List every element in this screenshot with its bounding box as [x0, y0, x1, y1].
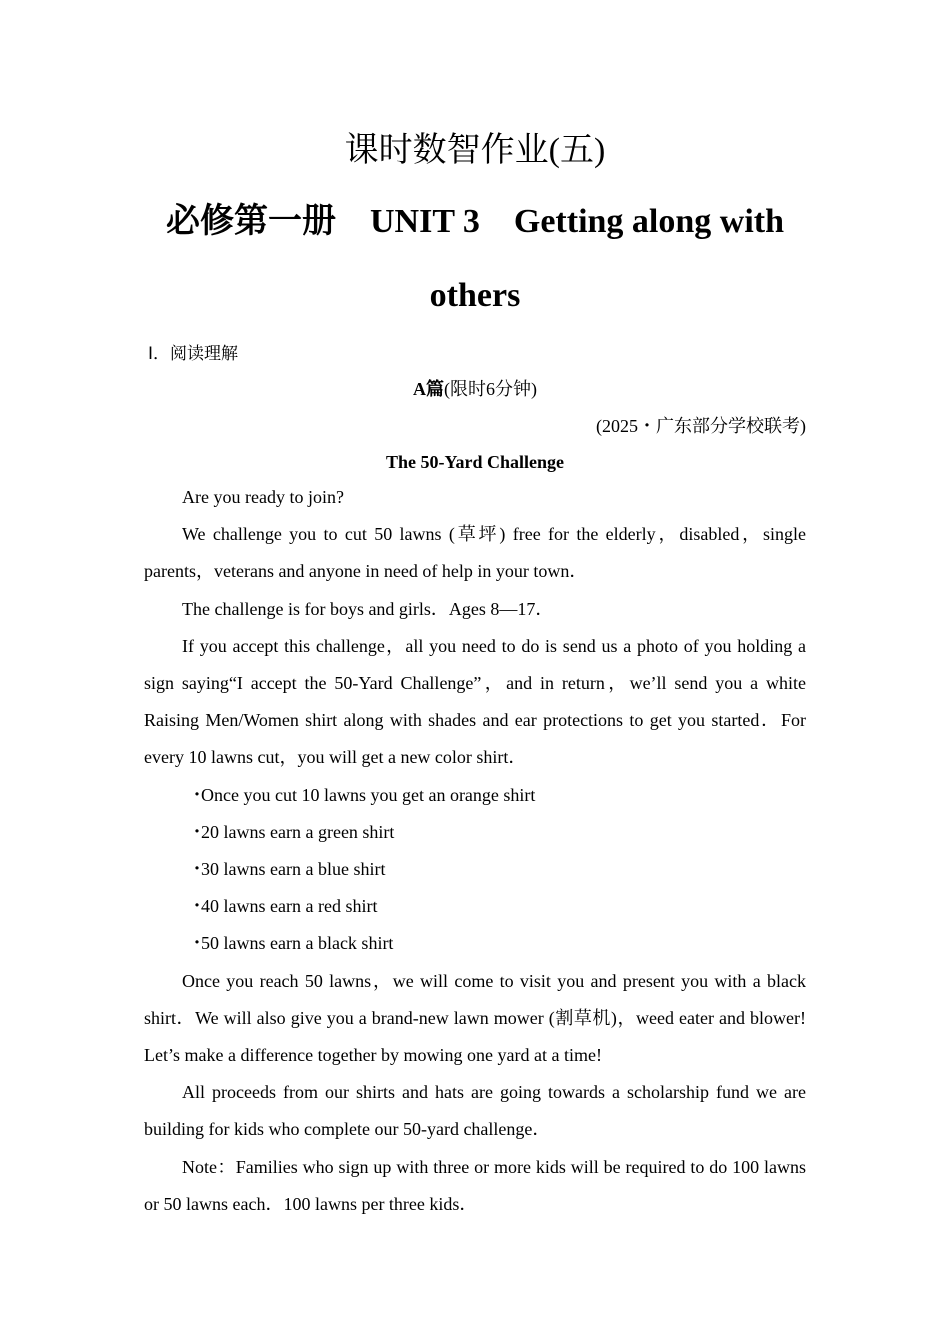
bullet-icon: ・ [188, 821, 206, 842]
part-heading [0, 376, 950, 402]
paragraph-3: The challenge is for boys and girls．Ages 8—17． [182, 598, 554, 619]
list-item-text: 40 lawns earn a red shirt [201, 896, 378, 917]
list-item-text: Once you cut 10 lawns you get an orange shirt [201, 784, 536, 805]
list-item [144, 814, 806, 851]
list-item-text: 20 lawns earn a green shirt [201, 821, 395, 842]
paragraph-1: Are you ready to join? [182, 487, 344, 507]
part-label: A篇 [413, 379, 444, 399]
unit-title-line1: 必修第一册 UNIT 3 Getting along with [165, 203, 785, 240]
article-title: The 50-Yard Challenge [385, 452, 564, 472]
list-item [144, 777, 806, 814]
paragraph-2: We challenge you to cut 50 lawns (草坪) free for the elderly，disabled，single parents，veterans and anyone in need of help in your town． [144, 524, 806, 582]
list-item [144, 851, 806, 888]
paragraph-7: Note：Families who sign up with three or more kids will be required to do 100 lawns or 50 lawns each．100 lawns per three kids． [144, 1156, 806, 1214]
bullet-icon: ・ [188, 859, 206, 880]
unit-title-line2: others [429, 277, 521, 314]
bullet-icon: ・ [188, 933, 206, 954]
source-note: (2025・广东部分学校联考) [596, 416, 806, 436]
list-item [144, 888, 806, 925]
worksheet-title: 课时数智作业(五) [344, 132, 606, 169]
bullet-icon: ・ [188, 784, 206, 805]
paragraph-6: All proceeds from our shirts and hats are going towards a scholarship fund we are building for kids who complete our 50-yard challenge． [144, 1082, 806, 1140]
time-limit: (限时6分钟) [444, 379, 537, 399]
bullet-icon: ・ [188, 896, 206, 917]
list-item-text: 30 lawns earn a blue shirt [201, 859, 386, 880]
list-item [144, 925, 806, 962]
list-item-text: 50 lawns earn a black shirt [201, 933, 394, 954]
section-label: Ⅰ．阅读理解 [148, 344, 239, 364]
paragraph-4: If you accept this challenge，all you need to do is send us a photo of you holding a sign saying“I accept the 50-Yard Challenge”，and in return，we’ll send you a white Raising Men/Women shirt along with shades and ear protections to get you started．For every 10 lawns cut，you will get a new color shirt． [144, 635, 806, 768]
paragraph-5: Once you reach 50 lawns，we will come to visit you and present you with a black shirt．We will also give you a brand-new lawn mower (割草机)，weed eater and blower! Let’s make a difference together by mowing one yard at a time! [144, 970, 806, 1066]
article-body [144, 479, 806, 1223]
